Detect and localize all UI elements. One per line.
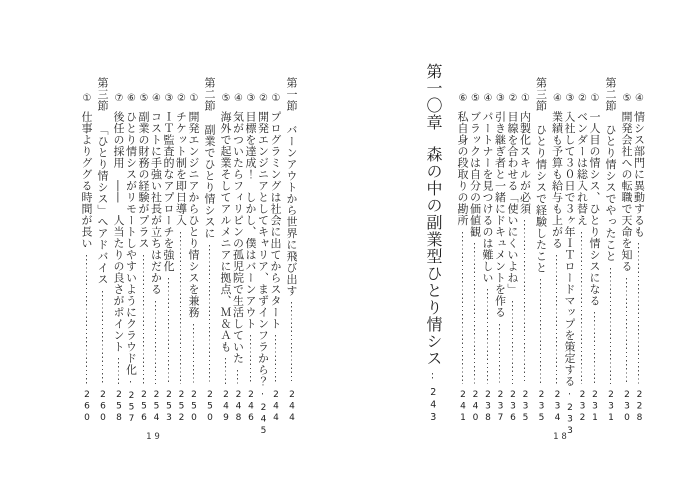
entry-title-text: 入社して３０日で３ヶ年ＩＴロードマップを策定する [563,110,576,387]
dotted-leader [589,311,600,385]
dotted-leader [536,278,547,385]
dotted-leader [220,357,231,385]
toc-item-line [470,63,481,425]
chapter-title-line [425,63,441,425]
entry-title-text: 副業でひとり情シスに [203,123,216,239]
entry-title-text: ひとり情シスで経験したこと [534,123,548,273]
dotted-leader [564,392,575,398]
entry-title-text: 内製化スキルが必須 [518,110,532,214]
entry-title-text: 目標を達成！ しかし、僕はバーンアウト [244,110,257,329]
entry-page-number: 231 [590,390,600,425]
entry-page-number: 240 [470,390,481,425]
dotted-leader [81,254,92,386]
toc-item-line [552,63,563,425]
item-circled-number: ② [577,93,588,105]
toc-item-line [138,63,149,425]
dotted-leader [204,244,215,386]
entry-page-number: 237 [495,390,506,425]
toc-item-line [233,63,244,425]
page-folio-left: 19 [146,432,163,442]
item-circled-number: ③ [564,93,576,105]
toc-item-line [577,63,588,425]
toc-item-line [256,63,270,438]
item-circled-number: ⑤ [220,93,232,105]
dotted-leader [577,231,588,386]
dotted-leader [138,254,149,386]
dotted-leader [470,242,481,385]
entry-title-text: ベンダーは総入れ替え [575,110,589,226]
dotted-leader [113,357,124,385]
page-folio-right: 18 [553,432,570,442]
section-heading-line [204,63,215,425]
entry-page-number: 256 [139,390,149,425]
toc-item-line [176,63,187,425]
dotted-leader [634,242,645,385]
dotted-leader [457,231,468,386]
entry-title-text: 森の中の副業型ひとり情シス [424,146,443,367]
entry-page-number: 228 [634,390,645,425]
toc-item-line [520,63,531,425]
item-circled-number: ③ [245,93,257,105]
entry-title-text: 後任の採用 ―― 人当たりの良さがポイント [112,110,125,352]
toc-item-line [634,63,645,425]
entry-title-text: 目線を合わせる「使いにくいよね」 [506,110,519,295]
item-circled-number: ④ [233,93,244,105]
entry-title-text: チケット制を即日導入 [174,110,188,226]
toc-item-line [482,63,493,425]
dotted-leader [245,334,256,385]
section-heading-line [605,63,616,425]
entry-page-number: 233 [565,402,575,438]
entry-page-number: 236 [508,390,518,425]
entry-title-text: 情シス部門に異動するも [632,110,646,237]
dotted-leader [188,323,199,386]
item-circled-number: ⑤ [470,93,481,105]
entry-page-number: 249 [221,390,231,425]
dotted-leader [507,300,518,386]
item-circled-number: ⑥ [126,93,137,105]
entry-page-number: 244 [271,390,281,425]
section-heading-line [286,63,297,425]
toc-item-line [245,63,256,425]
entry-title-text: 副業の財務の経験がプラス [137,110,150,249]
toc-item-line [457,63,468,425]
toc-item-line [563,63,576,438]
entry-page-number: 232 [577,390,588,425]
toc-item-line [621,63,632,425]
entry-title-text: 一人目の情シス、ひとり情シスになる [588,110,601,306]
item-circled-number: ⑤ [621,93,633,105]
entry-page-number: 230 [622,390,632,425]
toc-item-line [495,63,506,425]
dotted-leader [126,380,137,386]
entry-title-text: 仕事よりググる時間が長い [80,110,93,249]
item-circled-number: ⑤ [138,93,150,105]
item-circled-number: ② [507,93,519,105]
entry-page-number: 260 [98,390,108,425]
section-label: 第三節 [96,77,109,112]
entry-page-number: 258 [114,390,124,425]
entry-title-text: コストに手強い社長が立ちはだかる [149,110,163,295]
toc-item-line [81,63,92,425]
dotted-leader [233,369,244,386]
entry-page-number: 235 [520,390,531,425]
item-circled-number: ④ [552,93,563,105]
item-circled-number: ③ [495,93,506,105]
item-circled-number: ② [176,93,187,105]
item-circled-number: ④ [482,93,494,105]
entry-title-text: ひとり情シスでやったこと [604,123,617,262]
entry-title-text: 「ひとり情シス」へアドバイス [96,123,109,285]
dotted-leader [482,288,493,385]
dotted-leader [605,267,616,386]
item-circled-number: ① [589,93,601,105]
entry-page-number: 235 [536,390,547,425]
entry-title-text: 気がついたらフィリピンの孤児院で生活していた [231,110,245,364]
entry-page-number: 231 [606,390,616,425]
toc-item-line [151,63,162,425]
entry-page-number: 243 [427,387,439,425]
item-circled-number: ① [270,93,282,105]
dotted-leader [270,334,281,385]
entry-page-number: 238 [483,390,493,425]
entry-title-text: 私自身の段取りの勘所 [456,110,469,226]
dotted-leader [425,372,441,382]
entry-page-number: 254 [151,390,162,425]
dotted-leader [520,219,531,385]
toc-item-line [163,63,174,425]
dotted-leader [176,231,187,386]
entry-title-text: 開発エンジニアとしてキャリア、まずインフラから？ [256,110,270,387]
entry-title-text: プログラミングは社会に出てからスタート [269,110,282,329]
item-circled-number: ③ [163,93,175,105]
item-circled-number: ④ [151,93,162,105]
dotted-leader [286,301,297,385]
entry-title-text: 引き継ぎ者と一緒にドキュメントを作る [493,110,507,318]
section-heading-line [536,63,547,425]
entry-title-text: ひとり情シスがリモートしやすいようにクラウド化 [124,110,138,375]
entry-title-text: ＩＴ監査的なアプローチを強化 [162,110,175,272]
entry-page-number: 252 [176,390,187,425]
entry-title-text: バーンアウトから世界に飛び出す [285,123,298,296]
section-label: 第一節 [285,77,298,112]
entry-title-text: 開発会社への転職で天命を知る [620,110,633,272]
chapter-label: 第一〇章 [424,63,443,131]
item-circled-number: ① [520,93,531,105]
entry-page-number: 248 [233,390,244,425]
entry-page-number: 245 [258,402,269,438]
entry-page-number: 244 [287,390,297,425]
entry-page-number: 250 [189,390,199,425]
entry-page-number: 246 [246,390,256,425]
dotted-leader [151,300,162,386]
entry-page-number: 234 [552,390,563,425]
toc-item-line [270,63,281,425]
entry-page-number: 250 [205,390,215,425]
section-label: 第三節 [534,77,548,112]
dotted-leader [621,277,632,386]
entry-page-number: 253 [164,390,174,425]
dotted-leader [97,290,108,386]
item-circled-number: ② [258,93,269,105]
section-label: 第二節 [604,77,617,112]
item-circled-number: ⑥ [457,93,469,105]
item-circled-number: ⑦ [113,93,125,105]
item-circled-number: ① [188,93,200,105]
entry-title-text: 海外で起業そしてアルメニアに拠点、Ｍ＆Ａも [219,110,232,352]
toc-item-line [220,63,231,425]
section-label: 第二節 [203,77,216,112]
toc-item-line [589,63,600,425]
dotted-leader [552,254,563,386]
entry-page-number: 260 [82,390,92,425]
dotted-leader [495,323,506,386]
entry-title-text: パートナーを見つけるのは難しい [481,110,494,283]
dotted-leader [163,277,174,386]
entry-title-text: 業績も予算も給与も上がる [550,110,564,249]
section-heading-line [97,63,108,425]
toc-item-line [507,63,518,425]
entry-page-number: 257 [126,391,137,426]
toc-item-line [126,63,137,425]
toc-item-line [113,63,124,425]
dotted-leader [258,392,269,398]
toc-item-line [188,63,199,425]
entry-title-text: 開発エンジニアからひとり情シスを兼務 [187,110,200,318]
entry-title-text: ブラックは自分の価値観 [468,110,482,237]
item-circled-number: ④ [634,93,645,105]
item-circled-number: ① [81,93,93,105]
entry-page-number: 241 [458,390,468,425]
